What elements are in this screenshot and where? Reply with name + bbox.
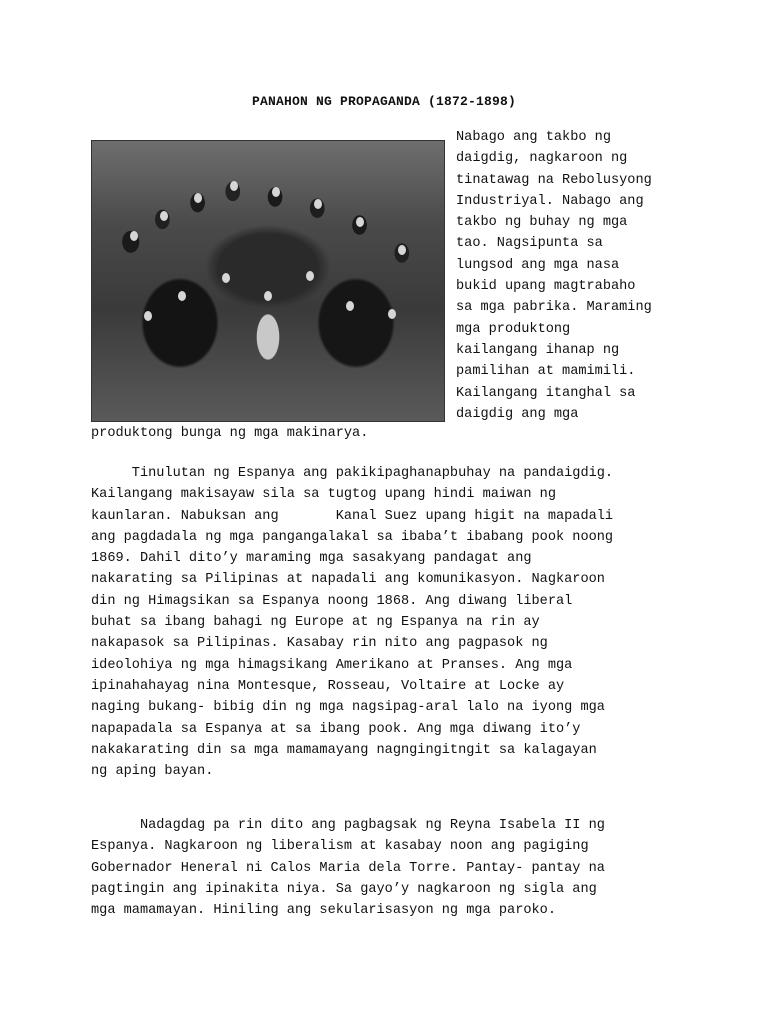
- photo-face: [346, 301, 354, 311]
- intro-text: Nabago ang takbo ng daigdig, nagkaroon ng tinatawag na Rebolusyong Industriyal. Nabago ang takbo ng buhay ng mga tao. Nagsipunta sa lungsod ang mga nasa bukid upang magtrabaho sa mga pabrika. Maraming mga produktong kailangang ihanap ng pamilihan at mamimili. Kailangang itanghal sa daigdig ang mga: [456, 130, 652, 422]
- group-photo: [91, 140, 445, 422]
- photo-face: [306, 271, 314, 281]
- photo-face: [230, 181, 238, 191]
- photo-face: [264, 291, 272, 301]
- paragraph-1: Tinulutan ng Espanya ang pakikipaghanapbuhay na pandaigdig. Kailangang makisayaw sila sa tugtog upang hindi maiwan ng kaunlaran. Nabuksan ang Kanal Suez upang higit na mapadali ang pagdadala ng mga pangangalakal sa ibaba’t ibabang pook noong 1869. Dahil dito’y maraming mga sasakyang pandagat ang nakarating sa Pilipinas at napadali ang komunikasyon. Nagkaroon din ng Himagsikan sa Espanya noong 1868. Ang diwang liberal buhat sa ibang bahagi ng Europe at ng Espanya na rin ay nakapasok sa Pilipinas. Kasabay rin nito ang pagpasok ng ideolohiya ng mga himagsikang Amerikano at Pranses. Ang mga ipinahahayag nina Montesque, Rosseau, Voltaire at Locke ay naging bukang- bibig din ng mga nagsipag-aral lalo na iyong mga napapadala sa Espanya at sa ibang pook. Ang mga diwang ito’y nakakarating din sa mga mamamayang nagngingitngit sa kalagayan ng aping bayan.: [91, 466, 614, 780]
- photo-face: [388, 309, 396, 319]
- photo-face: [356, 217, 364, 227]
- photo-face: [178, 291, 186, 301]
- paragraph-2: Nadagdag pa rin dito ang pagbagsak ng Reyna Isabela II ng Espanya. Nagkaroon ng liberalism at kasabay noon ang pagiging Gobernador Heneral ni Calos Maria dela Torre. Pantay- pantay na pagtingin ang ipinakita niya. Sa gayo’y nagkaroon ng sigla ang mga mamamayan. Hiniling ang sekularisasyon ng mga paroko.: [91, 818, 605, 919]
- photo-face: [398, 245, 406, 255]
- document-title: PANAHON NG PROPAGANDA (1872-1898): [251, 94, 517, 109]
- photo-face: [314, 199, 322, 209]
- photo-face: [272, 187, 280, 197]
- photo-face: [160, 211, 168, 221]
- photo-face: [194, 193, 202, 203]
- intro-text-continuation: produktong bunga ng mga makinarya.: [91, 426, 369, 441]
- photo-face: [130, 231, 138, 241]
- photo-face: [144, 311, 152, 321]
- photo-face: [222, 273, 230, 283]
